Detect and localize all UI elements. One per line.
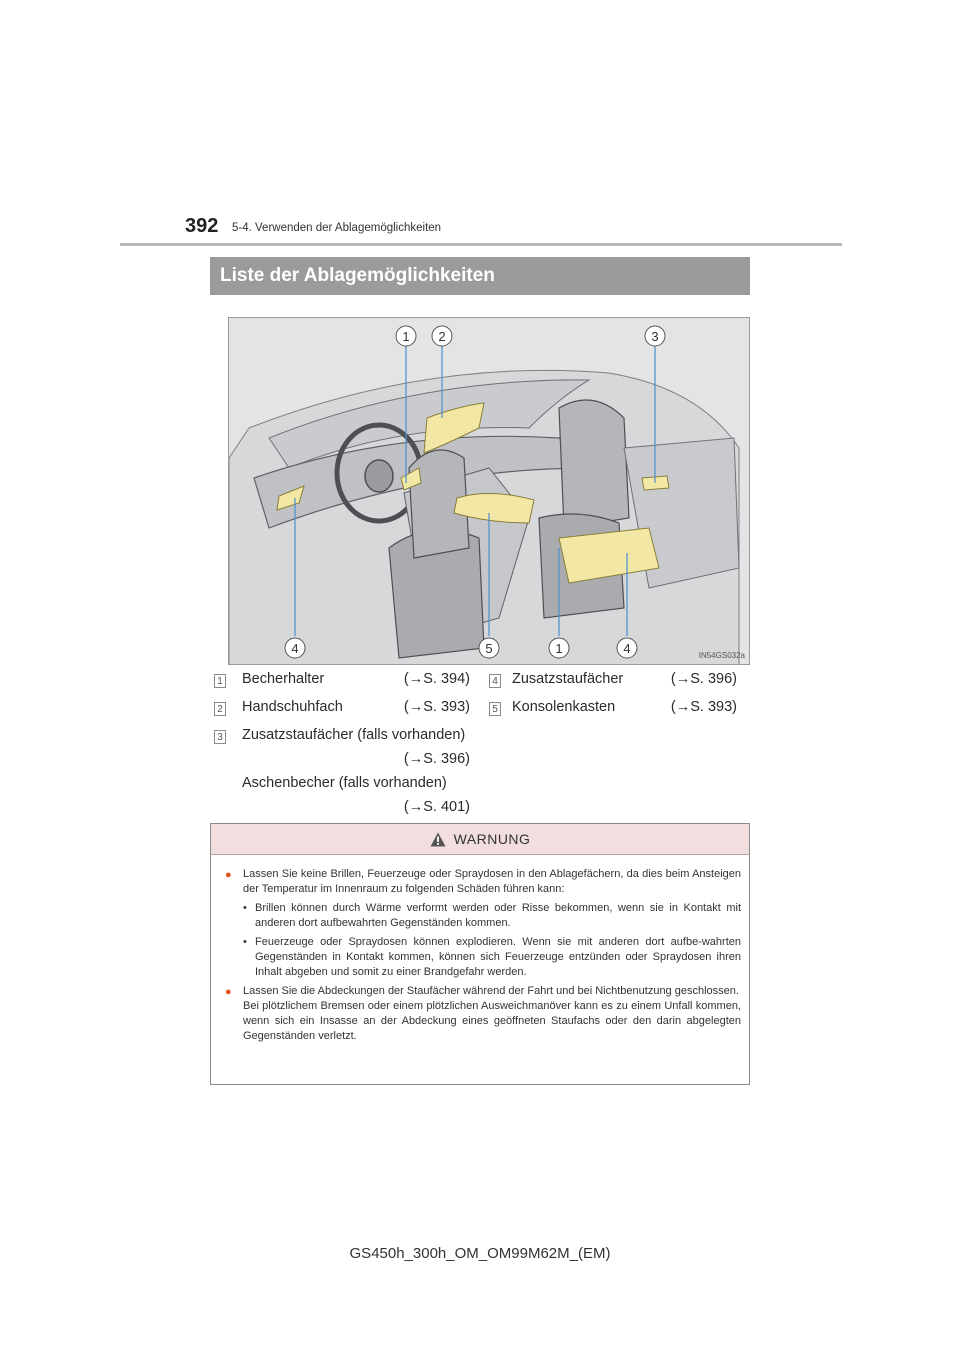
warning-item-text: Lassen Sie die Abdeckungen der Staufächer während der Fahrt und bei Nichtbenutzung geschlossen. <box>243 985 739 997</box>
legend-extra-ref: (→S. 401) <box>403 799 470 815</box>
legend-label: Konsolenkasten <box>512 699 616 715</box>
warning-subitem <box>225 901 741 931</box>
legend-number: 1 <box>214 674 226 688</box>
legend-item-extra <box>214 775 470 799</box>
legend-label: Becherhalter <box>242 671 325 687</box>
legend-ref: (→S. 394) <box>403 671 470 687</box>
page-number: 392 <box>185 215 219 237</box>
bullet-dot-icon: ● <box>225 986 232 998</box>
legend-ref: (→S. 396) <box>403 751 470 767</box>
legend-number: 4 <box>489 674 501 688</box>
callout-top-2: 2 <box>438 329 446 344</box>
legend-number: 3 <box>214 730 226 744</box>
legend-extra-label: Aschenbecher (falls vorhanden) <box>242 775 447 791</box>
header-rule <box>120 243 842 246</box>
callout-top-3: 3 <box>651 329 659 344</box>
warning-box <box>210 823 750 1085</box>
legend-number: 2 <box>214 702 226 716</box>
legend-label: Zusatzstaufächer <box>512 671 624 687</box>
legend-number: 5 <box>489 702 501 716</box>
warning-triangle-icon <box>430 832 446 847</box>
warning-subitem-text: Feuerzeuge oder Spraydosen können explodieren. Wenn sie mit anderen dort aufbe-wahrten Gegenständen in Kontakt kommen, können sich Feuerzeuge entzünden oder Spraydosen ihren Inhalt abgeben und somit zu einer Brandgefahr werden. <box>255 936 741 978</box>
callout-bottom-5: 5 <box>485 641 493 656</box>
bullet-icon: • <box>243 936 247 948</box>
legend-ref: (→S. 393) <box>670 699 737 715</box>
callout-bottom-1: 1 <box>555 641 563 656</box>
interior-illustration <box>228 317 750 665</box>
warning-subitem <box>225 935 741 980</box>
legend-item <box>214 671 470 699</box>
legend-item <box>214 699 470 727</box>
warning-body <box>211 855 749 1044</box>
warning-title: WARNUNG <box>453 831 531 847</box>
car-interior-drawing <box>229 318 750 665</box>
warning-item-text: Lassen Sie keine Brillen, Feuerzeuge oder Spraydosen in den Ablagefächern, da dies beim Ansteigen der Temperatur im Innenraum zu folgenden Schäden führen kann: <box>243 868 741 895</box>
legend-item-extra-ref <box>214 799 470 823</box>
legend-label: Zusatzstaufächer (falls vorhanden) <box>242 727 466 743</box>
legend-item <box>214 727 470 751</box>
warning-item <box>225 984 741 999</box>
warning-item-continuation-text: Bei plötzlichem Bremsen oder einem plötzlichen Ausweichmanöver kann es zu einem Unfall kommen, wenn sich ein Insasse an der Abdeckung eines geöffneten Staufachs oder den darin abgelegten Gegenständen verletzt. <box>243 1000 741 1042</box>
section-title: Liste der Ablagemöglichkeiten <box>210 257 750 295</box>
legend-right <box>489 671 737 727</box>
legend-ref: (→S. 393) <box>403 699 470 715</box>
legend-label: Handschuhfach <box>242 699 343 715</box>
warning-header <box>211 824 749 855</box>
figure-code: IN54GS032a <box>698 651 745 660</box>
bullet-dot-icon: ● <box>225 869 232 881</box>
legend-ref: (→S. 396) <box>670 671 737 687</box>
warning-item <box>225 867 741 897</box>
callout-bottom-4b: 4 <box>623 641 631 656</box>
legend-item <box>489 671 737 699</box>
callout-top-1: 1 <box>402 329 410 344</box>
warning-item-continuation <box>225 999 741 1044</box>
bullet-icon: • <box>243 902 247 914</box>
warning-subitem-text: Brillen können durch Wärme verformt werden oder Risse bekommen, wenn sie in Kontakt mit anderen dort aufbewahrten Gegenständen kommen. <box>255 902 741 929</box>
section-path: 5-4. Verwenden der Ablagemöglichkeiten <box>232 222 442 234</box>
legend-item-ref-line <box>214 751 470 775</box>
document-footer: GS450h_300h_OM_OM99M62M_(EM) <box>349 1245 611 1262</box>
legend-item <box>489 699 737 727</box>
legend-left <box>214 671 470 823</box>
callout-bottom-4a: 4 <box>291 641 299 656</box>
